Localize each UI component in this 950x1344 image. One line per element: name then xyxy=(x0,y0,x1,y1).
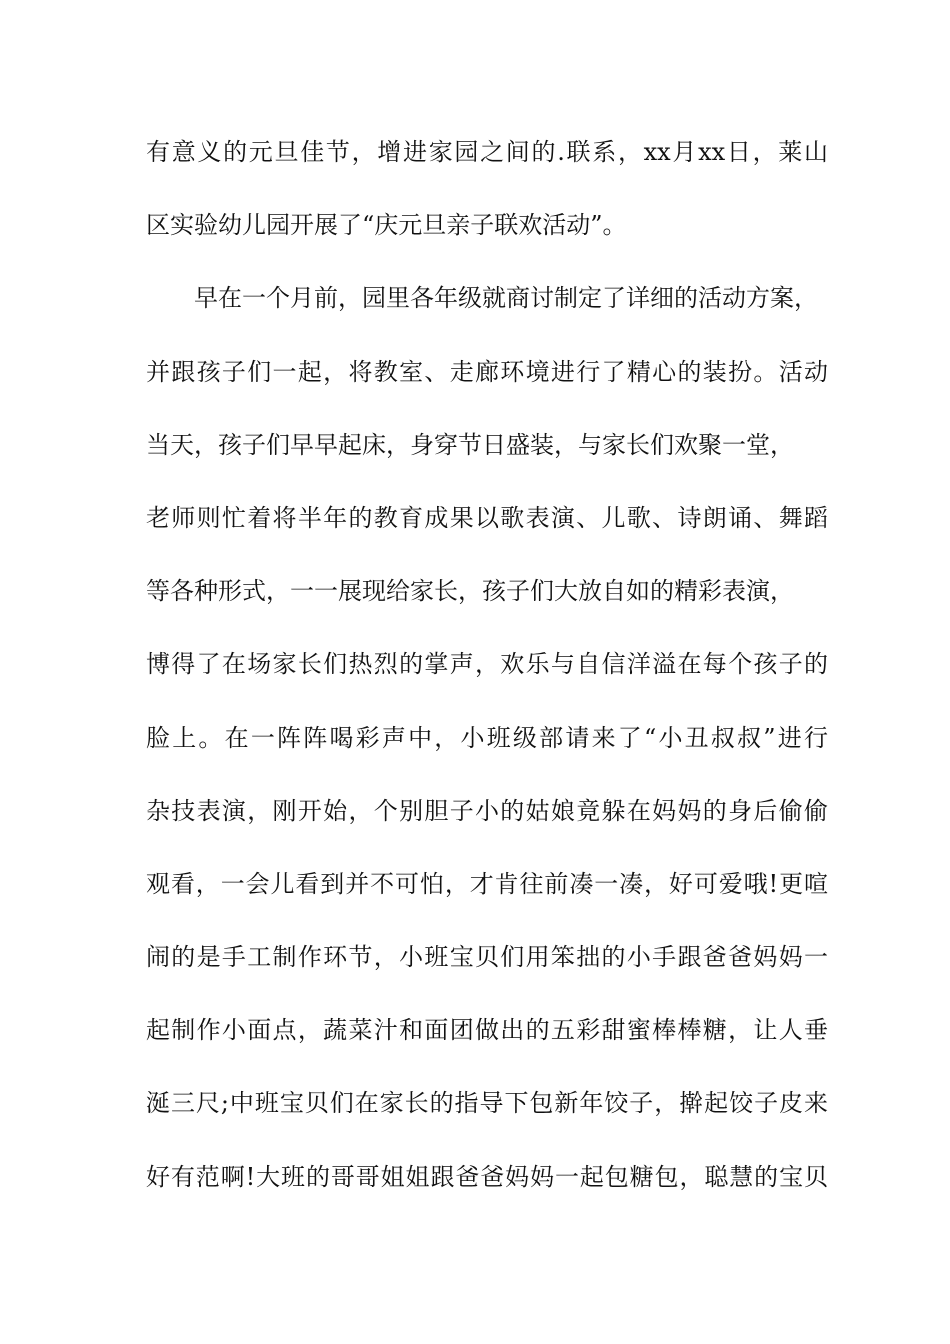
text-line: 闹的是手工制作环节，小班宝贝们用笨拙的小手跟爸爸妈妈一 xyxy=(146,943,828,972)
paragraph-first-line: 早在一个月前，园里各年级就商讨制定了详细的活动方案， xyxy=(194,284,818,313)
text-line: 老师则忙着将半年的教育成果以歌表演、儿歌、诗朗诵、舞蹈 xyxy=(146,503,828,532)
text-line: 等各种形式，一一展现给家长，孩子们大放自如的精彩表演， xyxy=(146,577,794,606)
text-line: 区实验幼儿园开展了“庆元旦亲子联欢活动”。 xyxy=(146,211,627,240)
text-line: 好有范啊!大班的哥哥姐姐跟爸爸妈妈一起包糖包，聪慧的宝贝 xyxy=(146,1162,828,1191)
text-line: 涎三尺;中班宝贝们在家长的指导下包新年饺子，擀起饺子皮来 xyxy=(146,1089,828,1118)
body-text xyxy=(146,134,836,1232)
text-line: 脸上。在一阵阵喝彩声中，小班级部请来了“小丑叔叔”进行 xyxy=(146,723,828,752)
text-line: 起制作小面点，蔬菜汁和面团做出的五彩甜蜜棒棒糖，让人垂 xyxy=(146,1016,828,1045)
text-line: 博得了在场家长们热烈的掌声，欢乐与自信洋溢在每个孩子的 xyxy=(146,650,828,679)
text-line: 当天，孩子们早早起床，身穿节日盛装，与家长们欢聚一堂， xyxy=(146,430,794,459)
text-line: 有意义的元旦佳节，增进家园之间的.联系，xx月xx日，莱山 xyxy=(146,138,828,166)
text-line: 观看，一会儿看到并不可怕，才肯往前凑一凑，好可爱哦!更喧 xyxy=(146,869,828,898)
text-line: 并跟孩子们一起，将教室、走廊环境进行了精心的装扮。活动 xyxy=(146,357,828,386)
text-line: 杂技表演，刚开始，个别胆子小的姑娘竟躲在妈妈的身后偷偷 xyxy=(146,796,828,825)
